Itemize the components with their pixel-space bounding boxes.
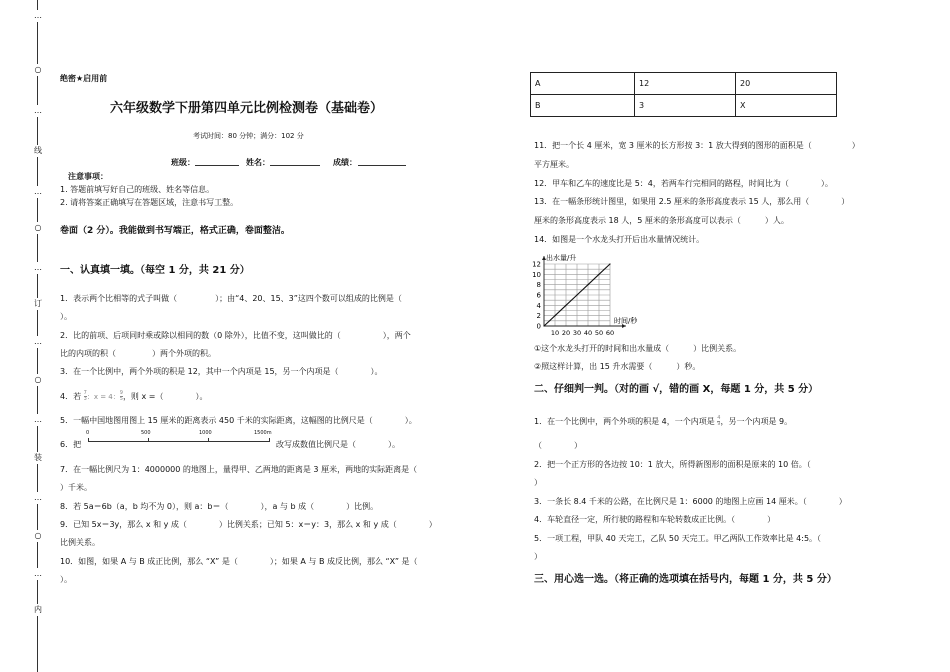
question-1-cont: ）。 [60, 312, 72, 321]
judge-2-cont: ） [534, 478, 542, 487]
binding-strip [26, 0, 50, 672]
water-flow-chart [530, 252, 660, 340]
y-tick-label: 6 [536, 291, 541, 300]
table-row [531, 73, 837, 95]
question-2 [60, 330, 411, 341]
note-item: 1. 答题前填写好自己的班级、姓名等信息。 [60, 185, 215, 194]
score-field[interactable] [358, 157, 406, 166]
question-8: 8．若 5a＝6b（a，b 均不为 0），则 a：b＝（ ），a 与 b 成（ ）比例。 [60, 502, 379, 511]
question-14-part1: ①这个水龙头打开的时间和出水量成（ ）比例关系。 [534, 344, 742, 353]
binding-circle: ○ [30, 374, 46, 386]
question-11: 11．把一个长 4 厘米，宽 3 厘米的长方形按 3：1 放大得到的图形的面积是（ ） [534, 141, 860, 150]
table-row [531, 95, 837, 117]
y-tick-label: 12 [532, 260, 541, 269]
scale-tick [88, 438, 89, 442]
x-tick-label: 60 [605, 329, 615, 337]
table-cell: 12 [635, 73, 736, 95]
binding-mark: … [30, 336, 46, 348]
binding-char-line: 线 [30, 145, 46, 157]
name-field[interactable] [270, 157, 320, 166]
x-tick-label: 10 [550, 329, 560, 337]
ab-table [530, 72, 837, 117]
line-scale [86, 432, 274, 448]
question-7-cont: ）千米。 [60, 483, 92, 492]
binding-mark: … [30, 414, 46, 426]
scale-label: 500 [141, 430, 151, 436]
binding-circle: ○ [30, 530, 46, 542]
section1-title: 一、认真填一填。（每空 1 分，共 21 分） [60, 265, 250, 276]
question-4 [60, 391, 207, 403]
q2-part: ），两个 [382, 331, 411, 340]
q2-part: 比的内项的积（ [60, 349, 116, 358]
judge-2: 2．把一个正方形的各边按 10：1 放大，所得新图形的面积是原来的 10 倍。（ [534, 460, 811, 469]
q4-part: ，则 x =（ ）。 [122, 392, 208, 401]
binding-circle: ○ [30, 64, 46, 76]
question-6-cont: 改写成数值比例尺是（ ）。 [276, 440, 400, 449]
notes-heading: 注意事项： [68, 172, 108, 181]
question-2-cont [60, 348, 216, 359]
binding-mark: … [30, 186, 46, 198]
q4-part: 4．若 [60, 392, 82, 401]
data-point [565, 305, 566, 306]
table-cell: B [531, 95, 635, 117]
neatness-note: 卷面（2 分）。我能做到书写端正，格式正确，卷面整洁。 [60, 226, 290, 236]
y-tick-label: 0 [536, 322, 541, 331]
data-point [587, 284, 588, 285]
question-10: 10．如图，如果 A 与 B 成正比例，那么 “X” 是（ ）；如果 A 与 B 成反比例，那么 “X” 是（ [60, 557, 418, 566]
x-tick-label: 30 [572, 329, 582, 337]
scale-tick [208, 438, 209, 442]
section3-title: 三、用心选一选。（将正确的选项填在括号内，每题 1 分，共 5 分） [534, 574, 837, 585]
table-cell: 3 [635, 95, 736, 117]
question-3: 3．在一个比例中，两个外项的积是 12，其中一个内项是 15，另一个内项是（ ）。 [60, 367, 383, 376]
binding-circle: ○ [30, 222, 46, 234]
binding-mark: … [30, 10, 46, 22]
scale-bar [88, 441, 270, 442]
binding-mark: … [30, 568, 46, 580]
x-tick-label: 50 [594, 329, 604, 337]
question-14: 14．如图是一个水龙头打开后出水量情况统计。 [534, 235, 705, 244]
scale-label: 0 [86, 430, 90, 436]
q2-part: 2．比的前项、后项同时乘或除以相同的数（0 除外），比值不变，这叫做比的（ [60, 331, 341, 340]
question-5: 5．一幅中国地图用图上 15 厘米的距离表示 450 千米的实际距离，这幅图的比例尺是（ ）。 [60, 416, 417, 425]
question-7: 7．在一幅比例尺为 1：4000000 的地图上，量得甲、乙两地的距离是 3 厘米，两地的实际距离是（ [60, 465, 418, 474]
x-axis-label: 时间/秒 [614, 317, 638, 325]
score-label: 成绩： [333, 158, 357, 167]
table-cell: 20 [736, 73, 837, 95]
question-10-cont: ）。 [60, 575, 72, 584]
judge-5-cont: ） [534, 552, 542, 561]
class-label: 班级： [171, 158, 195, 167]
secret-label: 绝密★启用前 [60, 74, 108, 83]
judge-1-part: ，另一个内项是 9。 [720, 417, 793, 426]
q4-fraction: $\frac{9}{5}$ [119, 390, 123, 402]
binding-char-bind: 装 [30, 452, 46, 464]
binding-char-order: 订 [30, 298, 46, 310]
data-point [576, 294, 577, 295]
page-title: 六年级数学下册第四单元比例检测卷（基础卷） [110, 101, 384, 116]
y-tick-label: 10 [532, 270, 541, 279]
binding-char-inner: 内 [30, 604, 46, 616]
judge-5: 5．一项工程，甲队 40 天完工，乙队 50 天完工。甲乙两队工作效率比是 4:5。（ [534, 534, 822, 543]
x-tick-label: 20 [561, 329, 571, 337]
data-point [598, 274, 599, 275]
scale-tick [148, 438, 149, 442]
class-field[interactable] [195, 157, 239, 166]
judge-1-part: 1．在一个比例中，两个外项的积是 4，一个内项是 [534, 417, 715, 426]
section2-title: 二、仔细判一判。（对的画 √，错的画 X，每题 1 分，共 5 分） [534, 384, 819, 395]
judge-1-fraction: $\frac{4}{9}$ [717, 415, 721, 427]
table-cell: X [736, 95, 837, 117]
y-axis-label: 出水量/升 [546, 254, 577, 262]
y-tick-label: 2 [536, 312, 541, 321]
data-point [609, 263, 610, 264]
data-point [543, 325, 544, 326]
scale-tick [269, 438, 270, 442]
y-tick-label: 8 [536, 281, 541, 290]
judge-4: 4．车轮直径一定，所行驶的路程和车轮转数成正比例。（ ） [534, 515, 776, 524]
data-point [554, 315, 555, 316]
exam-info: 考试时间：80 分钟；满分：102 分 [193, 132, 304, 140]
scale-label: 1000 [199, 430, 212, 436]
table-cell: A [531, 73, 635, 95]
binding-mark: … [30, 492, 46, 504]
question-1 [60, 293, 402, 304]
q4-fraction: $\frac{7}{3}$ [83, 390, 87, 402]
binding-mark: … [30, 262, 46, 274]
question-11-cont: 平方厘米。 [534, 160, 574, 169]
judge-1-cont: （ ） [534, 441, 582, 450]
q1-part: 1．表示两个比相等的式子叫做（ [60, 294, 178, 303]
question-9-cont: 比例关系。 [60, 538, 100, 547]
name-label: 姓名： [246, 158, 270, 167]
question-13-cont: 厘米的条形高度表示 18 人，5 厘米的条形高度可以表示（ ）人。 [534, 216, 789, 225]
binding-mark: … [30, 105, 46, 117]
question-12: 12．甲车和乙车的速度比是 5：4，若两车行完相同的路程，时间比为（ ）。 [534, 179, 833, 188]
question-13: 13．在一幅条形统计图里，如果用 2.5 厘米的条形高度表示 15 人，那么用（ ） [534, 197, 850, 206]
question-6: 6．把 [60, 440, 82, 449]
q4-mid: ：x = 4： [86, 393, 120, 401]
x-tick-label: 40 [583, 329, 593, 337]
q2-part: ）两个外项的积。 [152, 349, 216, 358]
q1-part: ）；由“4、20、15、3”这四个数可以组成的比例是（ [215, 294, 402, 303]
judge-1 [534, 416, 792, 427]
scale-label: 1500m [254, 430, 272, 436]
question-14-part2: ②照这样计算，出 15 升水需要（ ）秒。 [534, 362, 701, 371]
question-9: 9．已知 5x＝3y，那么 x 和 y 成（ ）比例关系；已知 5：x＝y：3，那么 x 和 y 成（ ） [60, 520, 437, 529]
note-item: 2. 请将答案正确填写在答题区域，注意书写工整。 [60, 198, 239, 207]
y-tick-label: 4 [536, 301, 541, 310]
judge-3: 3．一条长 8.4 千米的公路，在比例尺是 1：6000 的地图上应画 14 厘米。（ ） [534, 497, 847, 506]
